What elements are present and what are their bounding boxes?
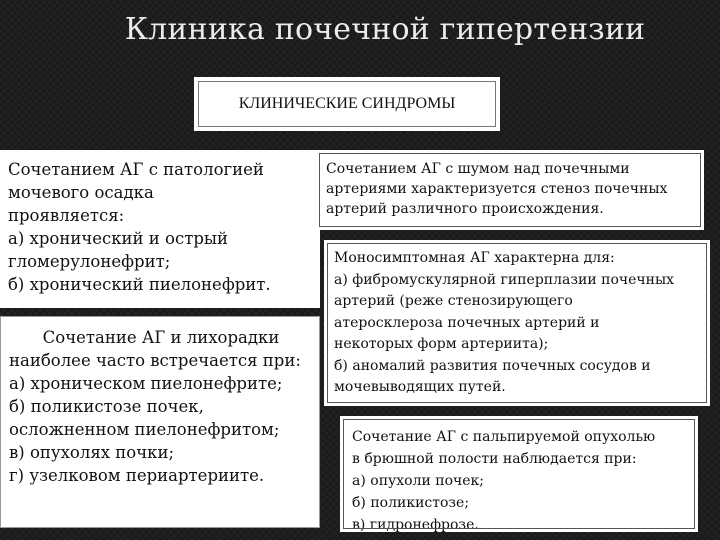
slide-title: Клиника почечной гипертензии <box>124 12 646 47</box>
section-header <box>194 77 500 131</box>
panel-line: гломерулонефрит; <box>8 252 171 271</box>
panel-line: б) аномалий развития почечных сосудов и <box>334 357 651 374</box>
panel-line: проявляется: <box>8 206 125 225</box>
panel-line: атеросклероза почечных артерий и <box>334 314 600 331</box>
panel-line: б) поликистозе; <box>352 495 470 511</box>
panel-line: наиболее часто встречается при: <box>9 351 301 370</box>
panel-line: Сочетание АГ с пальпируемой опухолью <box>352 429 656 445</box>
panel-renal-bruit <box>316 150 704 230</box>
panel-line: в) опухолях почки; <box>9 443 174 462</box>
panel-line: некоторых форм артериита); <box>334 336 549 352</box>
panel-line: Моносимптомная АГ характерна для: <box>334 250 615 266</box>
panel-line: артерий различного происхождения. <box>326 201 604 217</box>
panel-heading: Сочетание АГ и лихорадки <box>42 328 280 347</box>
panel-line: в брюшной полости наблюдается при: <box>352 451 637 467</box>
panel-urinary-sediment <box>0 150 320 308</box>
panel-monosymptomatic <box>324 240 710 406</box>
panel-line: а) опухоли почек; <box>352 473 485 489</box>
panel-line: Сочетанием АГ с шумом над почечными <box>326 161 630 177</box>
panel-line: а) фибромускулярной гиперплазии почечных <box>334 271 675 288</box>
panel-line: г) узелковом периартериите. <box>9 466 265 485</box>
panel-line: б) поликистозе почек, <box>9 397 204 416</box>
panel-line: осложненном пиелонефритом; <box>9 420 280 439</box>
panel-line: мочевыводящих путей. <box>334 379 506 395</box>
panel-line: б) хронический пиелонефрит. <box>8 275 271 294</box>
panel-palpable-tumor <box>340 416 698 532</box>
panel-line: артерий (реже стенозирующего <box>334 293 573 309</box>
panel-line: мочевого осадка <box>8 183 154 202</box>
panel-line: артериями характеризуется стеноз почечных <box>326 181 668 197</box>
panel-line: в) гидронефрозе. <box>352 517 479 533</box>
section-header-text: КЛИНИЧЕСКИЕ СИНДРОМЫ <box>238 95 456 112</box>
panel-line: Сочетанием АГ с патологией <box>8 160 264 179</box>
panel-line: а) хронический и острый <box>8 229 229 248</box>
panel-line: а) хроническом пиелонефрите; <box>9 374 283 393</box>
panel-fever <box>0 316 320 528</box>
